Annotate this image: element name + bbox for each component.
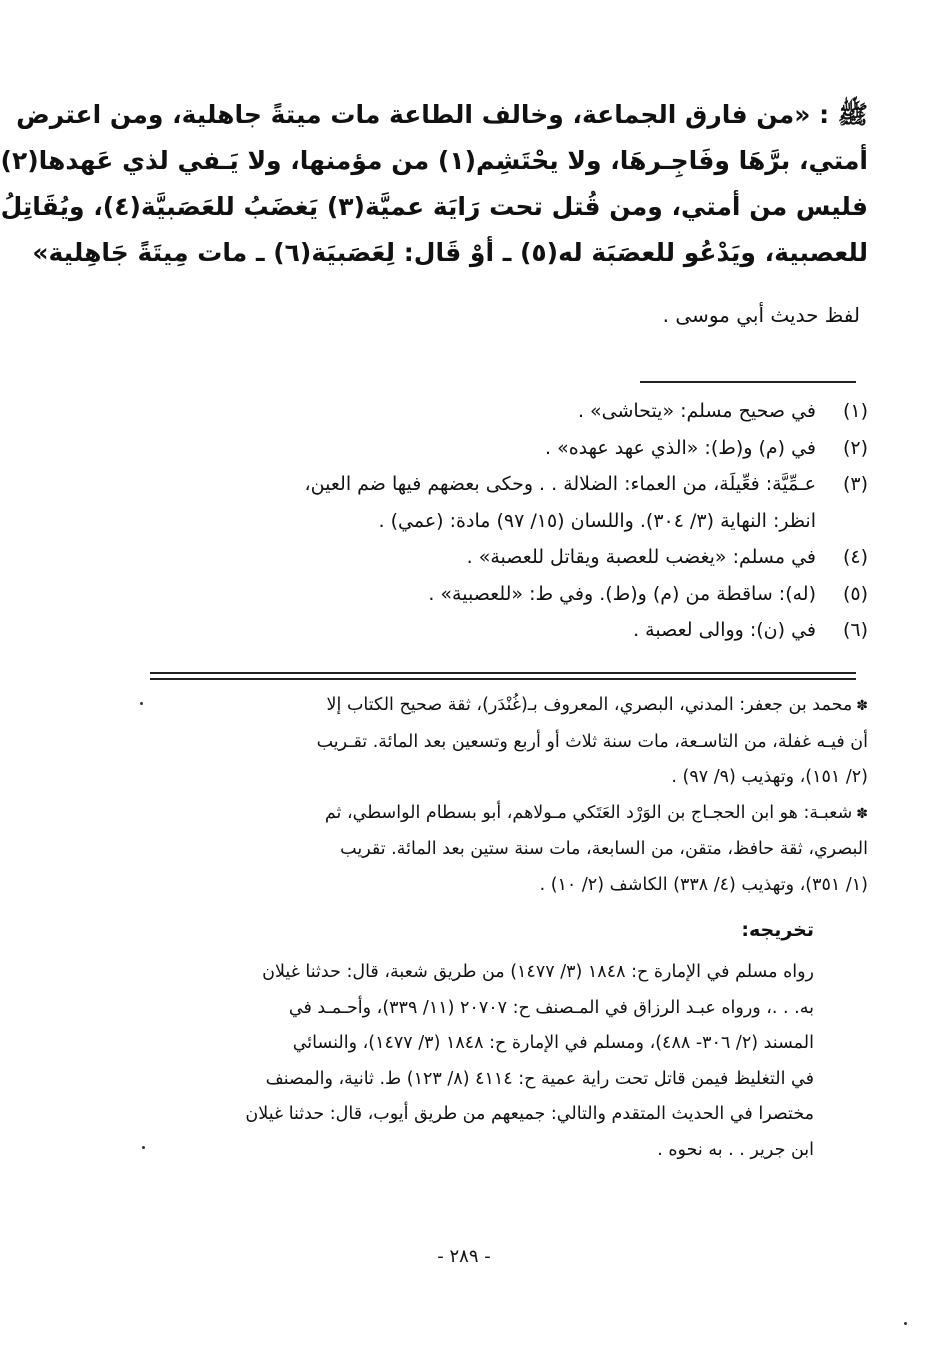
footnote-number: (٦): [842, 619, 868, 641]
footnote-number: (٤): [842, 546, 868, 568]
footnote-number: (١): [842, 400, 868, 422]
narrator-note-line: (٢/ ١٥١)، وتهذيب (٩/ ٩٧) .: [671, 767, 868, 787]
takhrij-line: به. . .، ورواه عبـد الرزاق في المـصنف ح: ٢٠٧٠٧ (١١/ ٣٣٩)، وأحـمـد في: [288, 997, 814, 1018]
narrator-note-line: [150, 688, 868, 725]
footnote-number: (٥): [842, 582, 868, 605]
footnote-item: [150, 393, 868, 430]
hadith-line: للعصبية، ويَدْعُو للعصَبَة له(٥) ـ أوْ قَال: لِعَصَبيَة(٦) ـ مات مِيتَةً جَاهِلية»: [32, 238, 868, 267]
narrator-note-text: محمد بن جعفر: المدني، البصري، المعروف بـ(غُنْدَر)، ثقة صحيح الكتاب إلا: [326, 695, 853, 715]
footnote-item: [150, 539, 868, 576]
narrator-note-line: [150, 796, 868, 833]
scan-speck: [904, 1322, 907, 1325]
hadith-line: أمتي، برَّهَا وفَاجِـرهَا، ولا يحْتَشِم(١) من مؤمنها، ولا يَـفي لذي عَهدها(٢): [0, 146, 868, 175]
footnote-text: في (ن): ووالى لعصبة .: [633, 619, 816, 641]
footnote-text: عـمِّيَّة: فعِّيلَة، من العماء: الضلالة . . وحكى بعضهم فيها ضم العين،: [304, 473, 816, 495]
footnote-text: في مسلم: «يغضب للعصبة ويقاتل للعصبة» .: [466, 546, 816, 568]
narrator-note-line: أن فيـه غفلة، من التاسـعة، مات سنة ثلاث أو أربع وتسعين بعد المائة. تقـريب: [316, 731, 868, 752]
takhrij-line: ابن جرير . . به نحوه .: [657, 1139, 814, 1160]
footnote-continuation: انظر: النهاية (٣/ ٣٠٤). واللسان (١٥/ ٩٧) مادة: (عمي) .: [378, 509, 816, 532]
footnote-number: (٣): [842, 473, 868, 495]
page-number: - ٢٨٩ -: [437, 1246, 491, 1267]
hadith-attribution: لفظ حديث أبي موسى .: [662, 303, 860, 327]
takhrij-line: في التغليظ فيمن قاتل تحت راية عمية ح: ٤١١٤ (٨/ ١٢٣) ط. ثانية، والمصنف: [265, 1068, 814, 1089]
footnote-item: [150, 612, 868, 649]
takhrij-line: رواه مسلم في الإمارة ح: ١٨٤٨ (٣/ ١٤٧٧) من طريق شعبة، قال: حدثنا غيلان: [262, 962, 814, 982]
footnotes: [150, 393, 868, 649]
footnote-number: (٢): [842, 436, 868, 459]
footnote-text: في (م) و(ط): «الذي عهد عهده» .: [544, 436, 816, 459]
takhrij-line: المسند (٢/ ٣٠٦- ٤٨٨)، ومسلم في الإمارة ح: ١٨٤٨ (٣/ ١٤٧٧)، والنسائي: [292, 1033, 814, 1053]
scan-speck: [142, 1146, 145, 1149]
hadith-line: فليس من أمتي، ومن قُتل تحت رَايَة عميَّة(٣) يَغضَبُ للعَصَبيَّة(٤)، ويُقَاتِلُ: [0, 192, 868, 221]
footnote-separator: [640, 381, 856, 383]
narrator-note-text: شعبـة: هو ابن الحجـاج بن الوَرْد العَتَكي مـولاهم، أبو بسطام الواسطي، ثم: [324, 802, 853, 823]
section-separator: [150, 672, 856, 680]
takhrij-heading: تخريجه:: [741, 919, 814, 941]
narrator-note-line: البصري، ثقة حافظ، متقن، من السابعة، مات سنة ستين بعد المائة. تقريب: [340, 839, 868, 859]
hadith-text: [0, 92, 868, 276]
takhrij-text: [150, 955, 814, 1168]
footnote-item: [150, 430, 868, 467]
star-icon: ✽: [856, 805, 868, 822]
scan-speck: [140, 702, 143, 705]
footnote-text: (له): ساقطة من (م) و(ط). وفي ط: «للعصبية» .: [428, 582, 816, 605]
narrator-notes: [150, 688, 868, 903]
narrator-note-line: (١/ ٣٥١)، وتهذيب (٤/ ٣٣٨) الكاشف (٢/ ١٠) .: [539, 874, 868, 895]
footnote-text: في صحيح مسلم: «يتحاشى» .: [577, 400, 816, 422]
takhrij-line: مختصرا في الحديث المتقدم والتالي: جميعهم من طريق أيوب، قال: حدثنا غيلان: [245, 1104, 814, 1124]
hadith-line: ﷺ : «من فارق الجماعة، وخالف الطاعة مات ميتةً جاهلية، ومن اعترض: [16, 100, 868, 129]
footnote-item: [150, 466, 868, 503]
star-icon: ✽: [856, 698, 868, 714]
footnote-item: [150, 576, 868, 613]
